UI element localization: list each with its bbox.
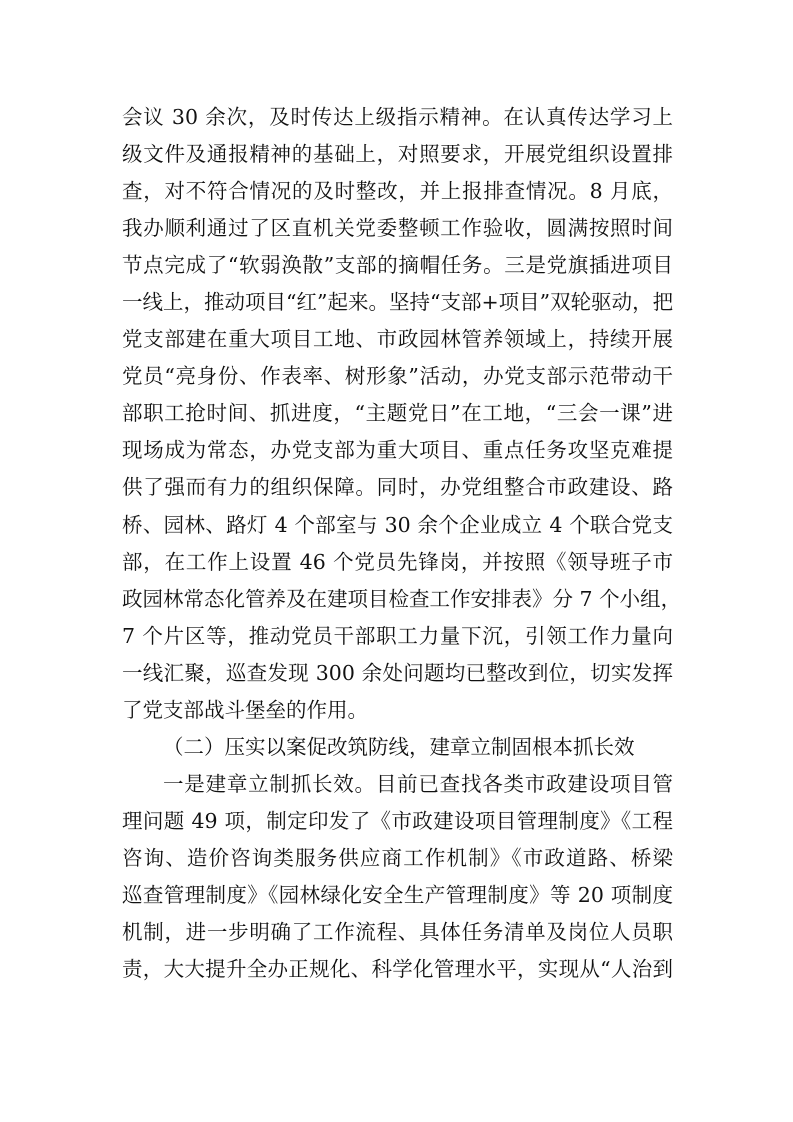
text-line: 部职工抢时间、抓进度，“主题党日”在工地，“三会一课”进 <box>122 401 673 426</box>
text-line: 我办顺利通过了区直机关党委整顿工作验收，圆满按照时间 <box>122 216 673 241</box>
section-heading: （二）压实以案促改筑防线，建章立制固根本抓长效 <box>163 734 635 759</box>
text-line: 现场成为常态，办党支部为重大项目、重点任务攻坚克难提 <box>122 438 673 463</box>
text-line: 机制，进一步明确了工作流程、具体任务清单及岗位人员职 <box>122 920 673 945</box>
text-line: 会议 30 余次，及时传达上级指示精神。在认真传达学习上 <box>122 105 673 129</box>
text-line: 巡查管理制度》《园林绿化安全生产管理制度》等 20 项制度 <box>122 882 673 907</box>
text-line: 查，对不符合情况的及时整改，并上报排查情况。8 月底， <box>122 179 673 204</box>
text-line: 一线上，推动项目“红”起来。坚持“支部+项目”双轮驱动，把 <box>122 290 674 315</box>
text-line: 责，大大提升全办正规化、科学化管理水平，实现从“人治到 <box>122 957 673 982</box>
text-line: 了党支部战斗堡垒的作用。 <box>122 697 368 722</box>
text-line: 级文件及通报精神的基础上，对照要求，开展党组织设置排 <box>122 142 673 167</box>
text-line: 咨询、造价咨询类服务供应商工作机制》《市政道路、桥梁 <box>122 845 673 870</box>
text-line: 一线汇聚，巡查发现 300 余处问题均已整改到位，切实发挥 <box>122 660 673 685</box>
text-line: 供了强而有力的组织保障。同时，办党组整合市政建设、路 <box>122 475 673 500</box>
text-line: 政园林常态化管养及在建项目检查工作安排表》分 7 个小组， <box>122 586 682 611</box>
text-line: 节点完成了“软弱涣散”支部的摘帽任务。三是党旗插进项目 <box>122 253 673 278</box>
paragraph-institution-building <box>122 766 673 988</box>
document-page <box>122 99 682 988</box>
text-line: 一是建章立制抓长效。目前已查找各类市政建设项目管 <box>163 771 673 796</box>
text-line: 党员“亮身份、作表率、树形象”活动，办党支部示范带动干 <box>122 364 673 389</box>
paragraph-party-building <box>122 99 682 729</box>
text-line: 理问题 49 项，制定印发了《市政建设项目管理制度》《工程 <box>122 808 673 833</box>
text-line: 党支部建在重大项目工地、市政园林管养领域上，持续开展 <box>122 327 673 352</box>
text-line: 桥、园林、路灯 4 个部室与 30 余个企业成立 4 个联合党支 <box>122 512 673 537</box>
text-line: 部，在工作上设置 46 个党员先锋岗，并按照《领导班子市 <box>122 549 673 574</box>
text-line: 7 个片区等，推动党员干部职工力量下沉，引领工作力量向 <box>122 623 673 648</box>
